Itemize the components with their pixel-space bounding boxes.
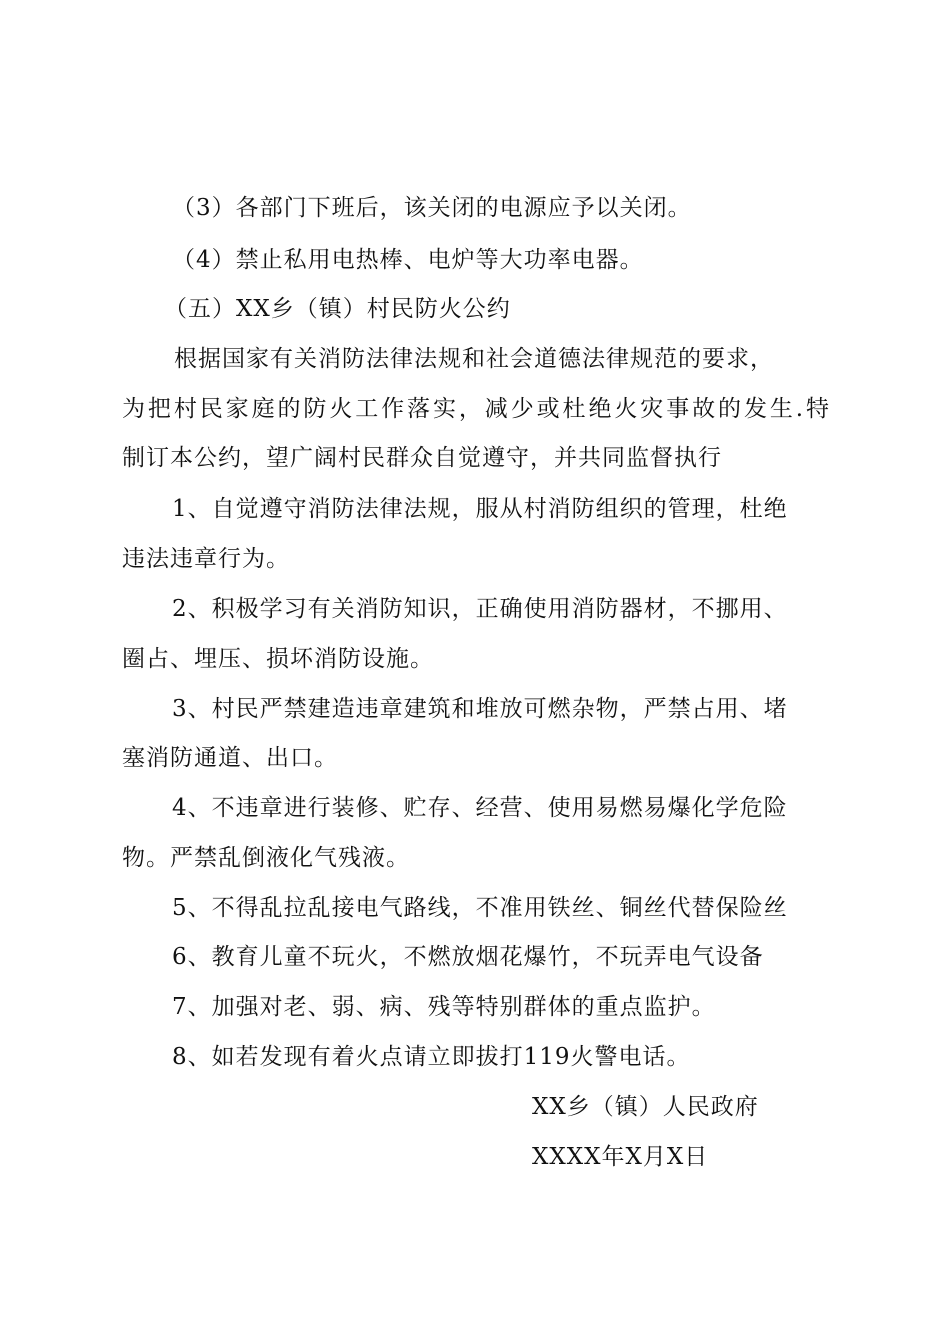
rule-3-line-1: 3、村民严禁建造违章建筑和堆放可燃杂物，严禁占用、堵 <box>172 696 788 722</box>
rule-4-line-2: 物。严禁乱倒液化气残液。 <box>122 845 410 871</box>
rule-3-line-2: 塞消防通道、出口。 <box>122 745 338 771</box>
rule-2-line-2: 圈占、埋压、损坏消防设施。 <box>122 646 434 672</box>
rule-2-line-1: 2、积极学习有关消防知识，正确使用消防器材，不挪用、 <box>172 596 788 622</box>
intro-line-2: 为把村民家庭的防火工作落实，减少或杜绝火灾事故的发生.特 <box>122 396 830 422</box>
intro-line-3: 制订本公约，望广阔村民群众自觉遵守，并共同监督执行 <box>122 445 722 471</box>
section-heading: （五）XX乡（镇）村民防火公约 <box>164 296 511 322</box>
rule-1-line-1: 1、自觉遵守消防法律法规，服从村消防组织的管理，杜绝 <box>172 496 788 522</box>
rule-8: 8、如若发现有着火点请立即拔打119火警电话。 <box>172 1044 691 1070</box>
rule-4-line-1: 4、不违章进行装修、贮存、经营、使用易燃易爆化学危险 <box>172 795 788 821</box>
item-3: （3）各部门下班后，该关闭的电源应予以关闭。 <box>172 195 692 221</box>
item-4: （4）禁止私用电热棒、电炉等大功率电器。 <box>172 247 644 273</box>
signature-issuer: XX乡（镇）人民政府 <box>532 1094 759 1120</box>
rule-6: 6、教育儿童不玩火，不燃放烟花爆竹，不玩弄电气设备 <box>172 944 764 970</box>
rule-5: 5、不得乱拉乱接电气路线，不准用铁丝、铜丝代替保险丝 <box>172 895 788 921</box>
intro-line-1: 根据国家有关消防法律法规和社会道德法律规范的要求， <box>174 346 774 372</box>
rule-1-line-2: 违法违章行为。 <box>122 546 290 572</box>
rule-7: 7、加强对老、弱、病、残等特别群体的重点监护。 <box>172 994 716 1020</box>
signature-date: XXXX年X月X日 <box>532 1144 709 1170</box>
